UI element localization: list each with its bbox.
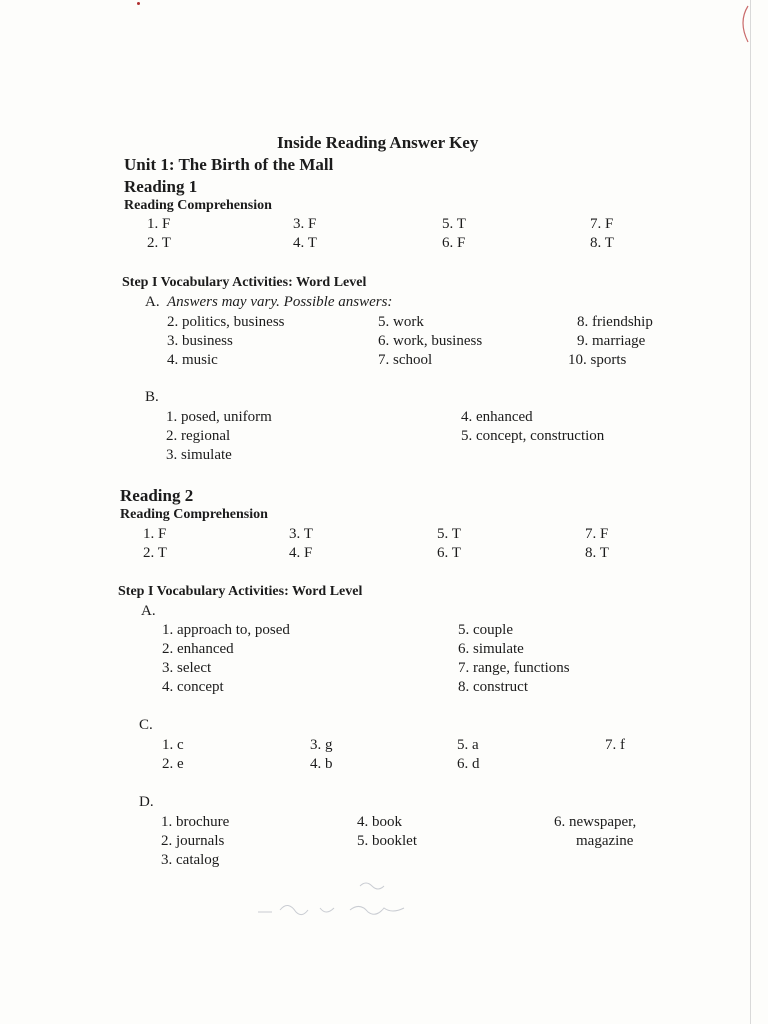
r1-vocab-a-answer: 9. marriage [577,333,646,349]
r1-comp-answer: 5. T [442,216,466,232]
r2-vocab-d-letter: D. [139,794,154,810]
r1-vocab-a-answer: 7. school [378,352,433,368]
r1-comp-answer: 4. T [293,235,317,251]
r1-comp-answer: 6. F [442,235,466,251]
r2-vocab-d-answer: 4. book [357,814,402,830]
r2-vocab-d-answer: 1. brochure [161,814,230,830]
corner-bracket-stroke [743,6,748,42]
r1-vocab-a-letter: A. [145,294,160,310]
r1-vocab-a-answer: 5. work [378,314,424,330]
r1-vocab-b-answer: 1. posed, uniform [166,409,272,425]
r1-comp-answer: 3. F [293,216,317,232]
reading-1-comprehension-label: Reading Comprehension [124,198,272,213]
r2-vocab-a-answer: 8. construct [458,679,528,695]
r2-vocab-c-answer: 5. a [457,737,479,753]
scan-edge-line [750,0,751,1024]
r1-vocab-a-answer: 4. music [167,352,218,368]
r2-vocab-d-answer: 3. catalog [161,852,220,868]
r2-comp-answer: 4. F [289,545,313,561]
r1-vocab-a-note: Answers may vary. Possible answers: [167,294,393,310]
r2-vocab-d-answer: 6. newspaper, [554,814,637,830]
r1-vocab-a-answer: 8. friendship [577,314,653,330]
r2-vocab-c-answer: 2. e [162,756,184,772]
r2-comp-answer: 1. F [143,526,167,542]
r1-vocab-b-answer: 5. concept, construction [461,428,605,444]
reading-2-vocab-label: Step I Vocabulary Activities: Word Level [118,584,363,599]
pencil-scribble-2 [258,905,404,914]
r2-vocab-a-answer: 2. enhanced [162,641,234,657]
r2-vocab-a-answer: 4. concept [162,679,224,695]
r2-comp-answer: 5. T [437,526,461,542]
reading-2-comprehension-label: Reading Comprehension [120,507,268,522]
r1-vocab-b-answer: 4. enhanced [461,409,533,425]
r2-vocab-c-answer: 7. f [605,737,625,753]
r2-vocab-c-answer: 4. b [310,756,333,772]
r2-vocab-c-answer: 1. c [162,737,184,753]
r2-vocab-d-answer: magazine [576,833,634,849]
r1-vocab-a-answer: 3. business [167,333,233,349]
r2-vocab-a-answer: 6. simulate [458,641,524,657]
r2-vocab-c-answer: 6. d [457,756,480,772]
r2-comp-answer: 3. T [289,526,313,542]
page-title: Inside Reading Answer Key [277,133,479,152]
r2-vocab-a-answer: 7. range, functions [458,660,570,676]
r2-vocab-c-letter: C. [139,717,153,733]
r1-comp-answer: 2. T [147,235,171,251]
unit-heading: Unit 1: The Birth of the Mall [124,155,334,174]
pencil-marks [250,872,440,932]
r2-comp-answer: 7. F [585,526,609,542]
red-dot-mark [137,2,140,5]
r2-comp-answer: 8. T [585,545,609,561]
r2-vocab-d-answer: 5. booklet [357,833,417,849]
r1-comp-answer: 7. F [590,216,614,232]
r1-vocab-a-answer: 2. politics, business [167,314,285,330]
r2-vocab-a-answer: 5. couple [458,622,513,638]
r1-comp-answer: 8. T [590,235,614,251]
pencil-scribble-1 [360,883,384,889]
r2-vocab-c-answer: 3. g [310,737,333,753]
reading-1-vocab-label: Step I Vocabulary Activities: Word Level [122,275,367,290]
r2-comp-answer: 6. T [437,545,461,561]
r2-vocab-a-letter: A. [141,603,156,619]
r1-vocab-a-answer: 6. work, business [378,333,483,349]
r1-comp-answer: 1. F [147,216,171,232]
r1-vocab-a-answer: 10. sports [568,352,627,368]
r1-vocab-b-letter: B. [145,389,159,405]
r2-comp-answer: 2. T [143,545,167,561]
r1-vocab-b-answer: 2. regional [166,428,231,444]
corner-bracket-mark [728,4,758,48]
r2-vocab-d-answer: 2. journals [161,833,225,849]
r2-vocab-a-answer: 3. select [162,660,212,676]
reading-1-heading: Reading 1 [124,177,198,196]
reading-2-heading: Reading 2 [120,486,194,505]
r1-vocab-b-answer: 3. simulate [166,447,232,463]
r2-vocab-a-answer: 1. approach to, posed [162,622,290,638]
